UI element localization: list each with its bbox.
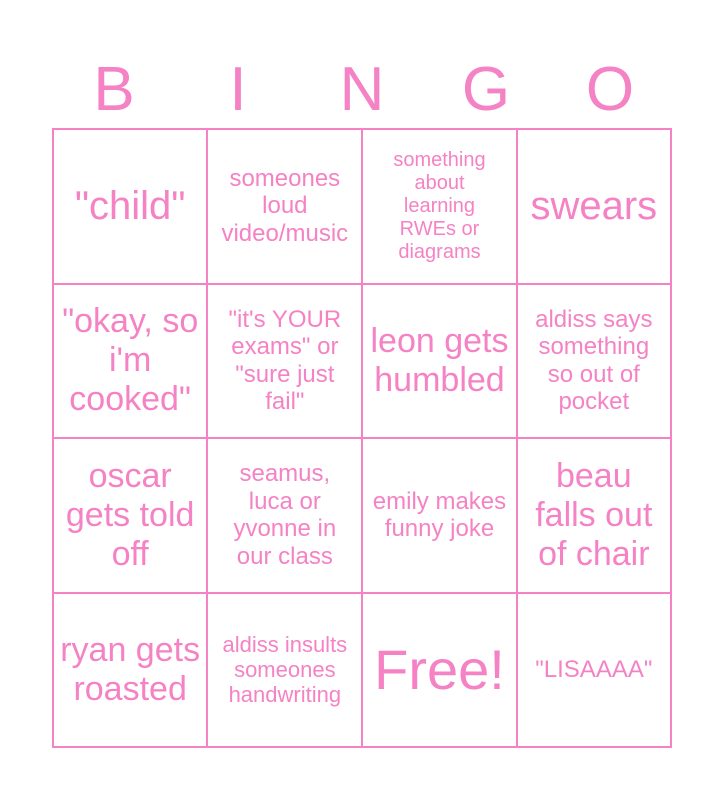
bingo-cell-r1c2[interactable] xyxy=(207,129,362,284)
bingo-cell-r4c3[interactable] xyxy=(362,593,516,748)
cell-text: leon gets humbled xyxy=(370,321,509,399)
bingo-cell-r2c1[interactable] xyxy=(53,284,207,439)
cell-text: aldiss says something so out of pocket xyxy=(535,305,653,416)
header-letter-b: B xyxy=(93,55,135,124)
header-letter-o: O xyxy=(585,55,635,124)
cell-text: "okay, so i'm cooked" xyxy=(62,302,199,419)
bingo-cell-r4c1[interactable] xyxy=(53,593,207,748)
header-letter-g: G xyxy=(461,55,511,124)
cell-text: something about learning RWEs or diagrams xyxy=(393,148,486,263)
bingo-cell-r4c4[interactable] xyxy=(517,593,671,748)
bingo-header xyxy=(52,52,672,128)
cell-text: seamus, luca or yvonne in our class xyxy=(233,460,337,570)
bingo-cell-r2c4[interactable] xyxy=(517,284,671,439)
cell-text: "it's YOUR exams" or "sure just fail" xyxy=(228,305,342,416)
bingo-cell-r4c2[interactable] xyxy=(207,593,362,748)
bingo-cell-r1c1[interactable] xyxy=(53,129,207,284)
bingo-cell-r3c4[interactable] xyxy=(517,438,671,593)
bingo-cell-r3c2[interactable] xyxy=(207,438,362,593)
cell-text: "LISAAAA" xyxy=(535,655,653,683)
bingo-cell-r1c4[interactable] xyxy=(517,129,671,284)
header-letter-i: I xyxy=(229,55,247,124)
cell-text: "child" xyxy=(74,184,186,229)
bingo-cell-r3c3[interactable] xyxy=(362,438,516,593)
cell-text-free: Free! xyxy=(374,637,505,701)
bingo-cell-r3c1[interactable] xyxy=(53,438,207,593)
cell-text: someones loud video/music xyxy=(221,164,349,248)
header-letter-n: N xyxy=(339,55,385,124)
bingo-board xyxy=(52,128,672,748)
cell-text: aldiss insults someones handwriting xyxy=(222,631,348,708)
bingo-cell-r2c3[interactable] xyxy=(362,284,516,439)
bingo-cell-r1c3[interactable] xyxy=(362,129,516,284)
cell-text: ryan gets roasted xyxy=(60,630,201,708)
cell-text: emily makes funny joke xyxy=(372,487,507,543)
bingo-cell-r2c2[interactable] xyxy=(207,284,362,439)
cell-text: swears xyxy=(530,184,658,229)
cell-text: oscar gets told off xyxy=(65,456,195,573)
cell-text: beau falls out of chair xyxy=(535,456,653,573)
